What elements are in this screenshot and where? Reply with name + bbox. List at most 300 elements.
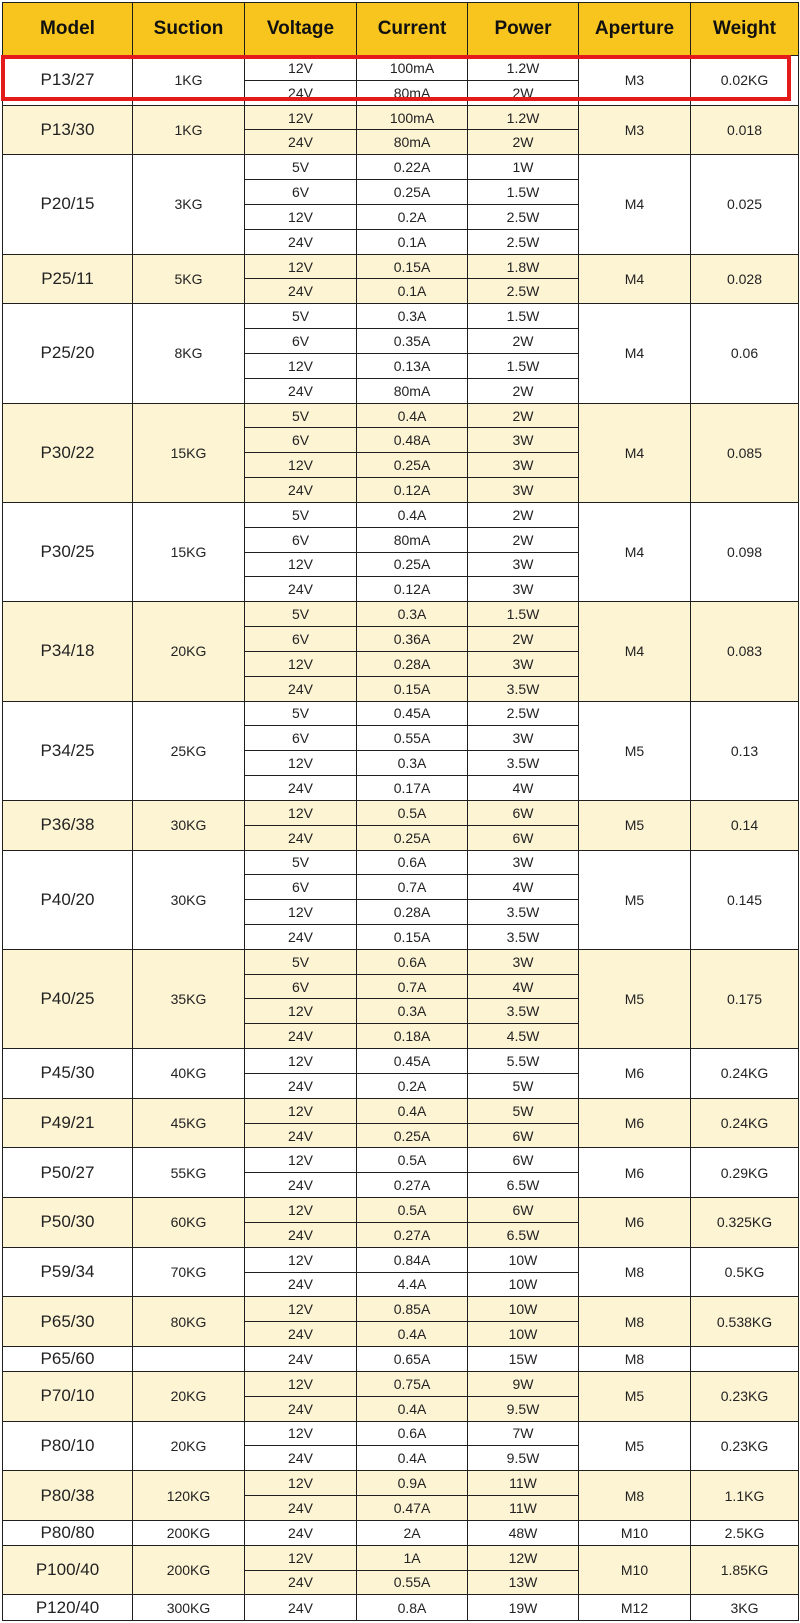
voltage-cell: 6V bbox=[245, 726, 357, 751]
power-cell: 1.8W bbox=[468, 254, 579, 279]
suction-cell: 40KG bbox=[133, 1049, 245, 1099]
power-cell: 1W bbox=[468, 155, 579, 180]
power-cell: 3W bbox=[468, 453, 579, 478]
table-row bbox=[3, 602, 799, 627]
suction-cell: 300KG bbox=[133, 1595, 245, 1621]
voltage-cell: 6V bbox=[245, 974, 357, 999]
aperture-cell: M6 bbox=[579, 1198, 691, 1248]
power-cell: 10W bbox=[468, 1297, 579, 1322]
voltage-cell: 24V bbox=[245, 1496, 357, 1521]
aperture-cell: M4 bbox=[579, 254, 691, 304]
table-row bbox=[3, 1471, 799, 1496]
voltage-cell: 12V bbox=[245, 751, 357, 776]
model-cell: P25/11 bbox=[3, 254, 133, 304]
current-cell: 0.25A bbox=[357, 180, 468, 205]
power-cell: 3W bbox=[468, 428, 579, 453]
weight-cell: 3KG bbox=[691, 1595, 799, 1621]
voltage-cell: 6V bbox=[245, 180, 357, 205]
table-row bbox=[3, 1049, 799, 1074]
current-cell: 0.12A bbox=[357, 577, 468, 602]
weight-cell: 2.5KG bbox=[691, 1520, 799, 1545]
spec-table bbox=[2, 2, 799, 1621]
table-row bbox=[3, 254, 799, 279]
current-cell: 0.47A bbox=[357, 1496, 468, 1521]
suction-cell: 55KG bbox=[133, 1148, 245, 1198]
current-cell: 0.4A bbox=[357, 1322, 468, 1347]
suction-cell: 5KG bbox=[133, 254, 245, 304]
power-cell: 5.5W bbox=[468, 1049, 579, 1074]
power-cell: 4W bbox=[468, 875, 579, 900]
current-cell: 0.9A bbox=[357, 1471, 468, 1496]
voltage-cell: 5V bbox=[245, 850, 357, 875]
current-cell: 0.35A bbox=[357, 329, 468, 354]
power-cell: 15W bbox=[468, 1347, 579, 1372]
current-cell: 0.2A bbox=[357, 204, 468, 229]
model-cell: P40/25 bbox=[3, 949, 133, 1048]
current-cell: 0.25A bbox=[357, 825, 468, 850]
aperture-cell: M8 bbox=[579, 1297, 691, 1347]
current-cell: 1A bbox=[357, 1545, 468, 1570]
voltage-cell: 24V bbox=[245, 1073, 357, 1098]
voltage-cell: 12V bbox=[245, 1545, 357, 1570]
aperture-cell: M10 bbox=[579, 1520, 691, 1545]
current-cell: 0.18A bbox=[357, 1024, 468, 1049]
suction-cell: 200KG bbox=[133, 1545, 245, 1595]
suction-cell: 3KG bbox=[133, 155, 245, 254]
model-cell: P50/30 bbox=[3, 1198, 133, 1248]
suction-cell: 20KG bbox=[133, 1421, 245, 1471]
current-cell: 0.27A bbox=[357, 1222, 468, 1247]
voltage-cell: 5V bbox=[245, 701, 357, 726]
power-cell: 2W bbox=[468, 80, 579, 105]
suction-cell: 15KG bbox=[133, 403, 245, 502]
power-cell: 1.5W bbox=[468, 602, 579, 627]
current-cell: 0.8A bbox=[357, 1595, 468, 1621]
weight-cell: 0.23KG bbox=[691, 1421, 799, 1471]
weight-cell: 0.025 bbox=[691, 155, 799, 254]
current-cell: 0.25A bbox=[357, 453, 468, 478]
voltage-cell: 12V bbox=[245, 1148, 357, 1173]
weight-cell: 0.02KG bbox=[691, 56, 799, 106]
power-cell: 2.5W bbox=[468, 279, 579, 304]
voltage-cell: 24V bbox=[245, 1222, 357, 1247]
table-row bbox=[3, 1098, 799, 1123]
power-cell: 2.5W bbox=[468, 701, 579, 726]
table-row bbox=[3, 701, 799, 726]
current-cell: 0.2A bbox=[357, 1073, 468, 1098]
voltage-cell: 5V bbox=[245, 502, 357, 527]
suction-cell: 35KG bbox=[133, 949, 245, 1048]
power-cell: 2W bbox=[468, 130, 579, 155]
power-cell: 3W bbox=[468, 577, 579, 602]
model-cell: P34/18 bbox=[3, 602, 133, 701]
model-cell: P34/25 bbox=[3, 701, 133, 800]
power-cell: 10W bbox=[468, 1247, 579, 1272]
aperture-cell: M5 bbox=[579, 701, 691, 800]
model-cell: P13/30 bbox=[3, 105, 133, 155]
suction-cell: 8KG bbox=[133, 304, 245, 403]
aperture-cell: M10 bbox=[579, 1545, 691, 1595]
table-row bbox=[3, 403, 799, 428]
table-row bbox=[3, 949, 799, 974]
power-cell: 6W bbox=[468, 1148, 579, 1173]
power-cell: 1.2W bbox=[468, 56, 579, 81]
voltage-cell: 24V bbox=[245, 1123, 357, 1148]
voltage-cell: 24V bbox=[245, 80, 357, 105]
current-cell: 0.15A bbox=[357, 676, 468, 701]
model-cell: P80/80 bbox=[3, 1520, 133, 1545]
model-cell: P120/40 bbox=[3, 1595, 133, 1621]
voltage-cell: 12V bbox=[245, 999, 357, 1024]
aperture-cell: M4 bbox=[579, 502, 691, 601]
voltage-cell: 12V bbox=[245, 254, 357, 279]
weight-cell: 0.5KG bbox=[691, 1247, 799, 1297]
header-current: Current bbox=[357, 3, 468, 56]
power-cell: 3W bbox=[468, 651, 579, 676]
current-cell: 0.1A bbox=[357, 279, 468, 304]
power-cell: 12W bbox=[468, 1545, 579, 1570]
aperture-cell: M5 bbox=[579, 850, 691, 949]
power-cell: 7W bbox=[468, 1421, 579, 1446]
current-cell: 0.15A bbox=[357, 254, 468, 279]
current-cell: 0.55A bbox=[357, 726, 468, 751]
current-cell: 0.4A bbox=[357, 1446, 468, 1471]
suction-cell: 30KG bbox=[133, 850, 245, 949]
voltage-cell: 24V bbox=[245, 378, 357, 403]
current-cell: 80mA bbox=[357, 378, 468, 403]
aperture-cell: M4 bbox=[579, 602, 691, 701]
weight-cell: 0.24KG bbox=[691, 1049, 799, 1099]
current-cell: 0.55A bbox=[357, 1570, 468, 1595]
current-cell: 0.45A bbox=[357, 1049, 468, 1074]
aperture-cell: M5 bbox=[579, 1371, 691, 1421]
model-cell: P50/27 bbox=[3, 1148, 133, 1198]
power-cell: 2.5W bbox=[468, 204, 579, 229]
current-cell: 0.65A bbox=[357, 1347, 468, 1372]
table-row bbox=[3, 1247, 799, 1272]
suction-cell: 80KG bbox=[133, 1297, 245, 1347]
model-cell: P45/30 bbox=[3, 1049, 133, 1099]
model-cell: P100/40 bbox=[3, 1545, 133, 1595]
current-cell: 0.28A bbox=[357, 900, 468, 925]
aperture-cell: M4 bbox=[579, 403, 691, 502]
aperture-cell: M8 bbox=[579, 1347, 691, 1372]
power-cell: 11W bbox=[468, 1471, 579, 1496]
power-cell: 5W bbox=[468, 1073, 579, 1098]
current-cell: 80mA bbox=[357, 527, 468, 552]
power-cell: 2.5W bbox=[468, 229, 579, 254]
table-row bbox=[3, 304, 799, 329]
table-row bbox=[3, 1371, 799, 1396]
power-cell: 1.5W bbox=[468, 304, 579, 329]
header-model: Model bbox=[3, 3, 133, 56]
header-voltage: Voltage bbox=[245, 3, 357, 56]
weight-cell: 0.24KG bbox=[691, 1098, 799, 1148]
current-cell: 0.3A bbox=[357, 602, 468, 627]
voltage-cell: 12V bbox=[245, 204, 357, 229]
current-cell: 100mA bbox=[357, 105, 468, 130]
power-cell: 2W bbox=[468, 329, 579, 354]
header-power: Power bbox=[468, 3, 579, 56]
table-row bbox=[3, 1297, 799, 1322]
current-cell: 0.5A bbox=[357, 1198, 468, 1223]
weight-cell: 0.175 bbox=[691, 949, 799, 1048]
weight-cell: 0.29KG bbox=[691, 1148, 799, 1198]
weight-cell: 1.85KG bbox=[691, 1545, 799, 1595]
power-cell: 5W bbox=[468, 1098, 579, 1123]
power-cell: 10W bbox=[468, 1272, 579, 1297]
power-cell: 6.5W bbox=[468, 1173, 579, 1198]
power-cell: 13W bbox=[468, 1570, 579, 1595]
power-cell: 3.5W bbox=[468, 676, 579, 701]
aperture-cell: M6 bbox=[579, 1148, 691, 1198]
current-cell: 0.5A bbox=[357, 1148, 468, 1173]
voltage-cell: 24V bbox=[245, 130, 357, 155]
voltage-cell: 12V bbox=[245, 1098, 357, 1123]
suction-cell: 1KG bbox=[133, 105, 245, 155]
weight-cell: 0.018 bbox=[691, 105, 799, 155]
power-cell: 2W bbox=[468, 403, 579, 428]
voltage-cell: 24V bbox=[245, 1322, 357, 1347]
table-row bbox=[3, 502, 799, 527]
weight-cell: 0.028 bbox=[691, 254, 799, 304]
aperture-cell: M6 bbox=[579, 1049, 691, 1099]
power-cell: 3.5W bbox=[468, 751, 579, 776]
table-row bbox=[3, 105, 799, 130]
voltage-cell: 5V bbox=[245, 949, 357, 974]
voltage-cell: 24V bbox=[245, 1446, 357, 1471]
current-cell: 0.48A bbox=[357, 428, 468, 453]
current-cell: 0.13A bbox=[357, 353, 468, 378]
power-cell: 6W bbox=[468, 1123, 579, 1148]
suction-cell: 20KG bbox=[133, 602, 245, 701]
current-cell: 0.4A bbox=[357, 1396, 468, 1421]
suction-cell: 1KG bbox=[133, 56, 245, 106]
current-cell: 0.28A bbox=[357, 651, 468, 676]
weight-cell: 0.085 bbox=[691, 403, 799, 502]
current-cell: 2A bbox=[357, 1520, 468, 1545]
voltage-cell: 6V bbox=[245, 428, 357, 453]
current-cell: 0.27A bbox=[357, 1173, 468, 1198]
voltage-cell: 12V bbox=[245, 1198, 357, 1223]
voltage-cell: 12V bbox=[245, 453, 357, 478]
power-cell: 3.5W bbox=[468, 999, 579, 1024]
weight-cell: 1.1KG bbox=[691, 1471, 799, 1521]
power-cell: 4W bbox=[468, 974, 579, 999]
power-cell: 3W bbox=[468, 552, 579, 577]
voltage-cell: 6V bbox=[245, 329, 357, 354]
current-cell: 4.4A bbox=[357, 1272, 468, 1297]
power-cell: 3W bbox=[468, 949, 579, 974]
voltage-cell: 24V bbox=[245, 776, 357, 801]
power-cell: 1.5W bbox=[468, 353, 579, 378]
voltage-cell: 12V bbox=[245, 56, 357, 81]
current-cell: 80mA bbox=[357, 130, 468, 155]
model-cell: P30/25 bbox=[3, 502, 133, 601]
power-cell: 2W bbox=[468, 627, 579, 652]
header-aperture: Aperture bbox=[579, 3, 691, 56]
model-cell: P59/34 bbox=[3, 1247, 133, 1297]
voltage-cell: 12V bbox=[245, 1421, 357, 1446]
model-cell: P65/30 bbox=[3, 1297, 133, 1347]
power-cell: 6W bbox=[468, 825, 579, 850]
table-row bbox=[3, 800, 799, 825]
current-cell: 0.84A bbox=[357, 1247, 468, 1272]
current-cell: 80mA bbox=[357, 80, 468, 105]
voltage-cell: 24V bbox=[245, 1173, 357, 1198]
aperture-cell: M8 bbox=[579, 1471, 691, 1521]
suction-cell: 15KG bbox=[133, 502, 245, 601]
voltage-cell: 5V bbox=[245, 155, 357, 180]
header-suction: Suction bbox=[133, 3, 245, 56]
weight-cell: 0.145 bbox=[691, 850, 799, 949]
model-cell: P36/38 bbox=[3, 800, 133, 850]
voltage-cell: 24V bbox=[245, 924, 357, 949]
weight-cell: 0.325KG bbox=[691, 1198, 799, 1248]
power-cell: 3.5W bbox=[468, 924, 579, 949]
current-cell: 0.4A bbox=[357, 403, 468, 428]
power-cell: 3W bbox=[468, 850, 579, 875]
voltage-cell: 12V bbox=[245, 353, 357, 378]
model-cell: P80/38 bbox=[3, 1471, 133, 1521]
voltage-cell: 12V bbox=[245, 651, 357, 676]
weight-cell: 0.083 bbox=[691, 602, 799, 701]
voltage-cell: 6V bbox=[245, 875, 357, 900]
current-cell: 0.6A bbox=[357, 1421, 468, 1446]
power-cell: 4W bbox=[468, 776, 579, 801]
power-cell: 10W bbox=[468, 1322, 579, 1347]
suction-cell: 30KG bbox=[133, 800, 245, 850]
voltage-cell: 12V bbox=[245, 900, 357, 925]
power-cell: 2W bbox=[468, 502, 579, 527]
current-cell: 0.36A bbox=[357, 627, 468, 652]
current-cell: 0.4A bbox=[357, 502, 468, 527]
table-row bbox=[3, 56, 799, 81]
power-cell: 2W bbox=[468, 378, 579, 403]
aperture-cell: M5 bbox=[579, 1421, 691, 1471]
header-weight: Weight bbox=[691, 3, 799, 56]
voltage-cell: 24V bbox=[245, 1024, 357, 1049]
aperture-cell: M3 bbox=[579, 56, 691, 106]
aperture-cell: M5 bbox=[579, 800, 691, 850]
current-cell: 0.7A bbox=[357, 974, 468, 999]
current-cell: 0.3A bbox=[357, 304, 468, 329]
voltage-cell: 6V bbox=[245, 527, 357, 552]
table-row bbox=[3, 1148, 799, 1173]
weight-cell: 0.14 bbox=[691, 800, 799, 850]
aperture-cell: M4 bbox=[579, 155, 691, 254]
header-row bbox=[3, 3, 799, 56]
voltage-cell: 12V bbox=[245, 105, 357, 130]
current-cell: 0.6A bbox=[357, 850, 468, 875]
aperture-cell: M8 bbox=[579, 1247, 691, 1297]
voltage-cell: 5V bbox=[245, 602, 357, 627]
weight-cell: 0.538KG bbox=[691, 1297, 799, 1347]
voltage-cell: 24V bbox=[245, 1595, 357, 1621]
model-cell: P49/21 bbox=[3, 1098, 133, 1148]
voltage-cell: 24V bbox=[245, 1520, 357, 1545]
voltage-cell: 24V bbox=[245, 676, 357, 701]
suction-cell: 45KG bbox=[133, 1098, 245, 1148]
aperture-cell: M4 bbox=[579, 304, 691, 403]
current-cell: 100mA bbox=[357, 56, 468, 81]
weight-cell bbox=[691, 1347, 799, 1372]
voltage-cell: 6V bbox=[245, 627, 357, 652]
current-cell: 0.7A bbox=[357, 875, 468, 900]
current-cell: 0.15A bbox=[357, 924, 468, 949]
current-cell: 0.3A bbox=[357, 999, 468, 1024]
power-cell: 6W bbox=[468, 800, 579, 825]
table-row bbox=[3, 1595, 799, 1621]
current-cell: 0.4A bbox=[357, 1098, 468, 1123]
model-cell: P13/27 bbox=[3, 56, 133, 106]
aperture-cell: M6 bbox=[579, 1098, 691, 1148]
current-cell: 0.3A bbox=[357, 751, 468, 776]
current-cell: 0.25A bbox=[357, 1123, 468, 1148]
aperture-cell: M5 bbox=[579, 949, 691, 1048]
table-row bbox=[3, 155, 799, 180]
voltage-cell: 24V bbox=[245, 577, 357, 602]
voltage-cell: 12V bbox=[245, 800, 357, 825]
suction-cell: 200KG bbox=[133, 1520, 245, 1545]
voltage-cell: 12V bbox=[245, 1297, 357, 1322]
power-cell: 4.5W bbox=[468, 1024, 579, 1049]
weight-cell: 0.098 bbox=[691, 502, 799, 601]
suction-cell: 120KG bbox=[133, 1471, 245, 1521]
suction-cell: 20KG bbox=[133, 1371, 245, 1421]
weight-cell: 0.23KG bbox=[691, 1371, 799, 1421]
voltage-cell: 24V bbox=[245, 279, 357, 304]
suction-cell: 25KG bbox=[133, 701, 245, 800]
table-row bbox=[3, 1347, 799, 1372]
power-cell: 1.5W bbox=[468, 180, 579, 205]
weight-cell: 0.06 bbox=[691, 304, 799, 403]
voltage-cell: 24V bbox=[245, 1396, 357, 1421]
current-cell: 0.22A bbox=[357, 155, 468, 180]
current-cell: 0.17A bbox=[357, 776, 468, 801]
power-cell: 11W bbox=[468, 1496, 579, 1521]
power-cell: 19W bbox=[468, 1595, 579, 1621]
current-cell: 0.75A bbox=[357, 1371, 468, 1396]
voltage-cell: 24V bbox=[245, 478, 357, 503]
voltage-cell: 12V bbox=[245, 1471, 357, 1496]
voltage-cell: 24V bbox=[245, 1272, 357, 1297]
current-cell: 0.45A bbox=[357, 701, 468, 726]
table-body bbox=[3, 56, 799, 1621]
power-cell: 2W bbox=[468, 527, 579, 552]
weight-cell: 0.13 bbox=[691, 701, 799, 800]
voltage-cell: 12V bbox=[245, 1049, 357, 1074]
power-cell: 9.5W bbox=[468, 1446, 579, 1471]
table-row bbox=[3, 1520, 799, 1545]
table-row bbox=[3, 1421, 799, 1446]
voltage-cell: 24V bbox=[245, 1570, 357, 1595]
suction-cell: 60KG bbox=[133, 1198, 245, 1248]
power-cell: 9W bbox=[468, 1371, 579, 1396]
model-cell: P30/22 bbox=[3, 403, 133, 502]
power-cell: 6W bbox=[468, 1198, 579, 1223]
current-cell: 0.1A bbox=[357, 229, 468, 254]
suction-cell: 70KG bbox=[133, 1247, 245, 1297]
voltage-cell: 5V bbox=[245, 304, 357, 329]
model-cell: P80/10 bbox=[3, 1421, 133, 1471]
current-cell: 0.12A bbox=[357, 478, 468, 503]
power-cell: 9.5W bbox=[468, 1396, 579, 1421]
current-cell: 0.5A bbox=[357, 800, 468, 825]
voltage-cell: 12V bbox=[245, 1371, 357, 1396]
model-cell: P65/60 bbox=[3, 1347, 133, 1372]
voltage-cell: 12V bbox=[245, 552, 357, 577]
